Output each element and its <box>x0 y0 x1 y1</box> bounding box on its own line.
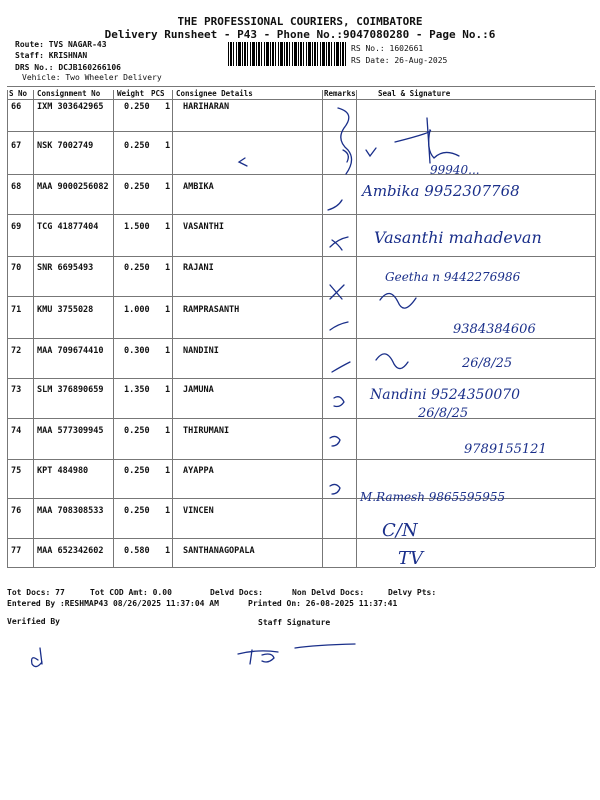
cell-weight: 1.350 <box>124 385 150 395</box>
staff-signature-label: Staff Signature <box>258 618 331 627</box>
runsheet-subtitle: Delivery Runsheet - P43 - Phone No.:9047080280 - Page No.:6 <box>104 28 496 41</box>
cell-weight: 0.250 <box>124 182 150 192</box>
cell-consignee: SANTHANAGOPALA <box>183 546 255 556</box>
remark-mark <box>338 108 352 174</box>
signature-mark <box>427 118 430 163</box>
cell-consignment: MAA 652342602 <box>37 546 104 556</box>
cell-weight: 0.300 <box>124 346 150 356</box>
delivered-docs: Delvd Docs: <box>210 588 263 597</box>
cell-pcs: 1 <box>165 102 171 112</box>
handwritten-signature: 9384384606 <box>453 322 536 337</box>
remark-mark <box>239 158 247 166</box>
cell-pcs: 1 <box>165 263 171 273</box>
company-title: THE PROFESSIONAL COURIERS, COIMBATORE <box>177 15 423 28</box>
cell-sno: 72 <box>11 346 22 356</box>
remark-mark <box>330 484 340 494</box>
vehicle-label: Vehicle: Two Wheeler Delivery <box>22 73 162 82</box>
verified-signature-mark <box>32 648 42 667</box>
cell-consignment: SLM 376890659 <box>37 385 104 395</box>
remark-mark <box>332 362 350 372</box>
cell-weight: 0.580 <box>124 546 150 556</box>
cell-pcs: 1 <box>165 426 171 436</box>
cell-weight: 0.250 <box>124 263 150 273</box>
cell-consignment: TCG 41877404 <box>37 222 99 232</box>
remark-mark <box>343 150 348 162</box>
route-label: Route: TVS NAGAR-43 <box>15 40 107 49</box>
remark-mark <box>334 397 344 407</box>
drs-number: DRS No.: DCJB160266106 <box>15 63 121 72</box>
remark-mark <box>330 285 344 299</box>
rs-number: RS No.: 1602661 <box>351 44 424 53</box>
cell-sno: 74 <box>11 426 22 436</box>
col-header-remarks: Remarks <box>324 89 356 98</box>
cell-weight: 0.250 <box>124 102 150 112</box>
remark-mark <box>330 322 348 330</box>
cell-consignment: MAA 708308533 <box>37 506 104 516</box>
cell-consignment: MAA 9000256082 <box>37 182 109 192</box>
handwritten-signature: Vasanthi mahadevan <box>374 228 542 247</box>
cell-pcs: 1 <box>165 466 171 476</box>
remark-mark <box>328 200 342 210</box>
handwritten-signature: Nandini 9524350070 <box>370 387 521 403</box>
cell-sno: 69 <box>11 222 22 232</box>
cell-pcs: 1 <box>165 182 171 192</box>
entered-by: Entered By :RESHMAP43 08/26/2025 11:37:04 AM <box>7 599 219 608</box>
cell-sno: 67 <box>11 141 22 151</box>
cell-weight: 1.500 <box>124 222 150 232</box>
cell-sno: 75 <box>11 466 22 476</box>
col-header-consignment: Consignment No <box>37 89 101 98</box>
staff-label: Staff: KRISHNAN <box>15 51 88 60</box>
cell-sno: 70 <box>11 263 22 273</box>
cell-consignee: HARIHARAN <box>183 102 230 112</box>
delivery-points: Delvy Pts: <box>388 588 437 597</box>
cell-consignment: SNR 6695493 <box>37 263 94 273</box>
handwritten-signature: TV <box>398 548 424 569</box>
col-header-pcs: PCS <box>151 89 165 98</box>
cell-consignee: NANDINI <box>183 346 219 356</box>
col-header-weight: Weight <box>117 89 145 98</box>
cell-consignee: JAMUNA <box>183 385 214 395</box>
cell-sno: 77 <box>11 546 22 556</box>
signature-mark <box>376 354 408 369</box>
handwritten-signature: Ambika 9952307768 <box>362 182 520 200</box>
cell-consignee: AMBIKA <box>183 182 214 192</box>
staff-signature-mark <box>295 644 355 648</box>
handwritten-signature: M.Ramesh 9865595955 <box>360 490 506 504</box>
cell-consignment: NSK 7002749 <box>37 141 94 151</box>
cell-consignment: MAA 709674410 <box>37 346 104 356</box>
rs-date: RS Date: 26-Aug-2025 <box>351 56 448 65</box>
cell-sno: 73 <box>11 385 22 395</box>
cell-pcs: 1 <box>165 506 171 516</box>
total-docs: Tot Docs: 77 <box>7 588 65 597</box>
signature-mark <box>395 130 459 158</box>
cell-consignment: MAA 577309945 <box>37 426 104 436</box>
cell-consignment: KPT 484980 <box>37 466 89 476</box>
cell-pcs: 1 <box>165 305 171 315</box>
cell-sno: 66 <box>11 102 22 112</box>
remark-mark <box>330 436 340 446</box>
cell-weight: 0.250 <box>124 506 150 516</box>
cell-pcs: 1 <box>165 385 171 395</box>
cell-sno: 71 <box>11 305 22 315</box>
cell-weight: 1.000 <box>124 305 150 315</box>
col-header-seal: Seal & Signature <box>378 89 451 98</box>
staff-signature-mark <box>238 650 278 664</box>
cell-weight: 0.250 <box>124 141 150 151</box>
cell-weight: 0.250 <box>124 426 150 436</box>
signature-mark <box>380 293 416 308</box>
cell-consignment: IXM 303642965 <box>37 102 104 112</box>
handwritten-signature: Geetha n 9442276986 <box>385 270 521 284</box>
cell-pcs: 1 <box>165 546 171 556</box>
cell-consignee: RAMPRASANTH <box>183 305 240 315</box>
col-header-consignee: Consignee Details <box>176 89 253 98</box>
cell-pcs: 1 <box>165 346 171 356</box>
cell-consignee: VASANTHI <box>183 222 224 232</box>
non-delivered-docs: Non Delvd Docs: <box>292 588 365 597</box>
remark-mark <box>366 148 376 156</box>
col-header-sno: S No <box>9 89 28 98</box>
cell-consignment: KMU 3755028 <box>37 305 94 315</box>
handwritten-signature: C/N <box>382 520 418 541</box>
cell-consignee: VINCEN <box>183 506 214 516</box>
handwritten-signature: 99940... <box>430 163 480 177</box>
cell-pcs: 1 <box>165 141 171 151</box>
handwritten-signature: 9789155121 <box>464 442 547 457</box>
cell-consignee: AYAPPA <box>183 466 214 476</box>
cell-weight: 0.250 <box>124 466 150 476</box>
cell-pcs: 1 <box>165 222 171 232</box>
cell-sno: 76 <box>11 506 22 516</box>
printed-on: Printed On: 26-08-2025 11:37:41 <box>248 599 398 608</box>
cell-sno: 68 <box>11 182 22 192</box>
verified-by-label: Verified By <box>7 617 60 626</box>
cell-consignee: THIRUMANI <box>183 426 230 436</box>
cell-consignee: RAJANI <box>183 263 214 273</box>
total-cod-amount: Tot COD Amt: 0.00 <box>90 588 172 597</box>
handwritten-signature: 26/8/25 <box>462 356 513 371</box>
handwritten-signature: 26/8/25 <box>418 406 469 421</box>
